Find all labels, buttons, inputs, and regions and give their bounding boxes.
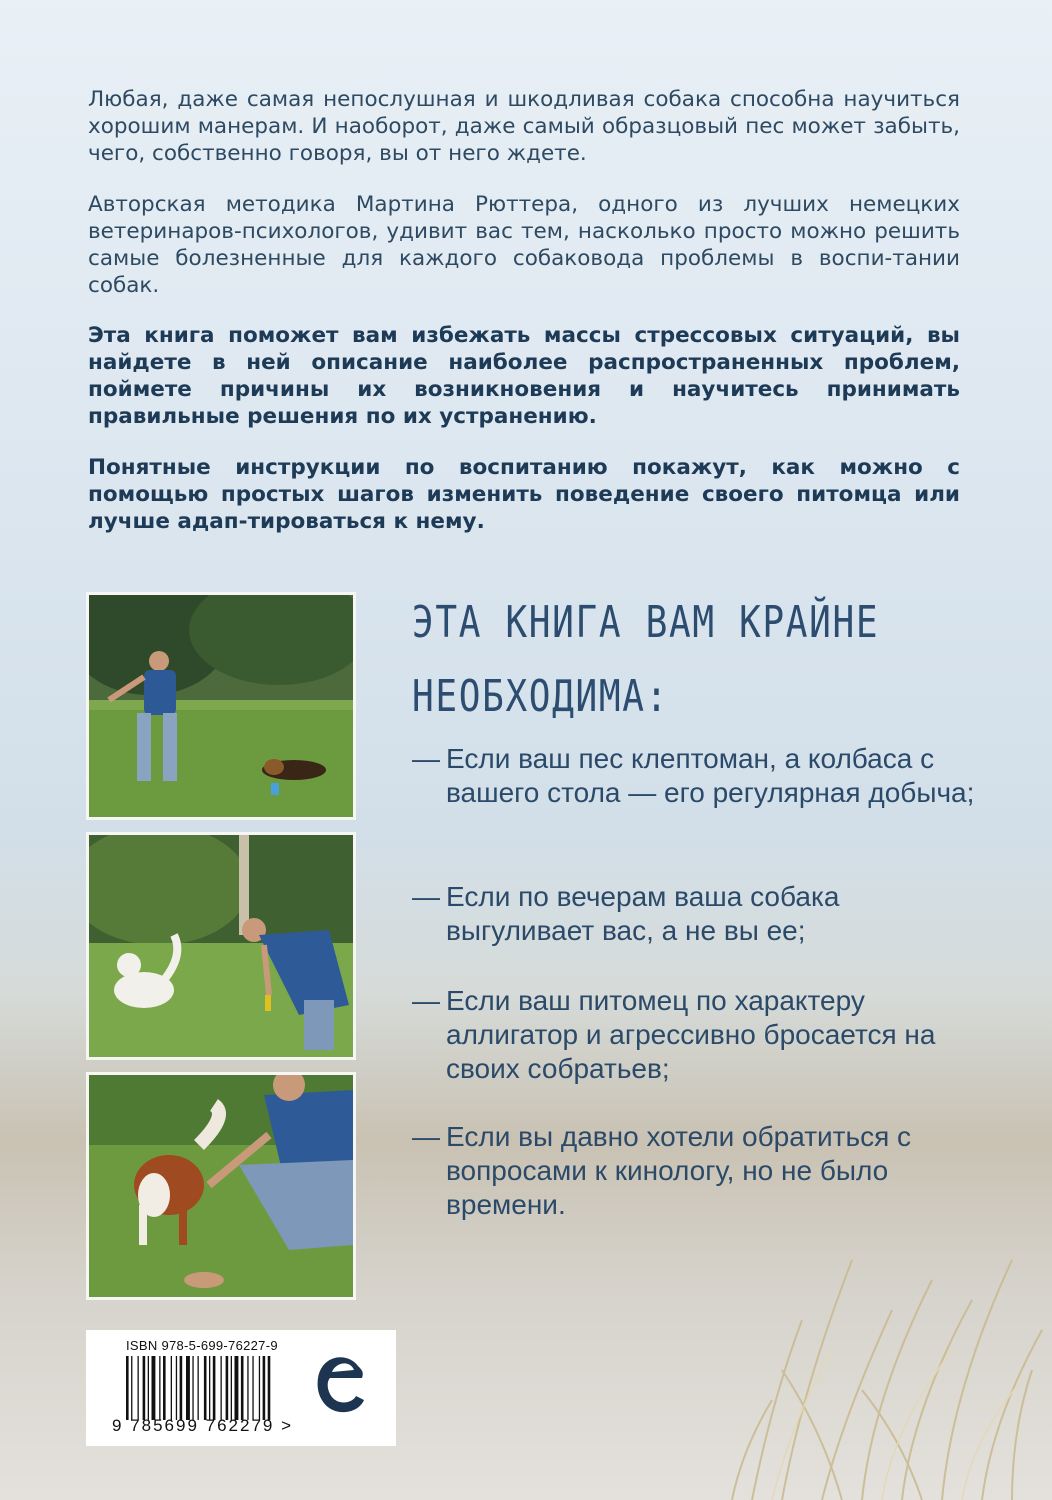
bullet-item-1 (412, 742, 992, 810)
barcode-bar (235, 1356, 239, 1420)
eksmo-logo-icon (312, 1348, 368, 1422)
barcode-bar (176, 1356, 177, 1420)
barcode-bar (143, 1356, 146, 1420)
barcode-bar (226, 1356, 229, 1420)
isbn-text: ISBN 978-5-699-76227-9 (126, 1338, 278, 1353)
barcode-bar (138, 1356, 139, 1420)
bullet-text: Если вы давно хотели обратиться с вопросами к кинологу, но не было времени. (446, 1121, 912, 1220)
barcode-bar (221, 1356, 222, 1420)
barcode-bar (198, 1356, 199, 1420)
barcode-bar (180, 1356, 183, 1420)
bullet-text: Если ваш питомец по характеру аллигатор и агрессивно бросается на своих собратьев; (446, 985, 936, 1084)
photo-2-illustration (89, 835, 353, 1057)
barcode-bar (148, 1356, 149, 1420)
barcode-bar (259, 1356, 260, 1420)
bullet-text: Если по вечерам ваша собака выгуливает вас, а не вы ее; (446, 881, 840, 946)
photo-1-illustration (89, 595, 353, 817)
barcode-bar (192, 1356, 193, 1420)
photo-man-throwing-toy (86, 592, 356, 820)
photo-3-illustration (89, 1075, 353, 1297)
barcode-bar (126, 1356, 129, 1420)
bullet-text: Если ваш пес клептоман, а колбаса с вашего стола — его регулярная добыча; (446, 743, 975, 808)
intro-paragraph-2: Авторская методика Мартина Рюттера, одного из лучших немецких ветеринаров-психологов, удивит вас тем, насколько просто можно решить самые болезненные для каждого собаковода проблемы в воспи-тании собак. (88, 192, 960, 298)
intro-paragraph-4: Понятные инструкции по воспитанию покажут, как можно с помощью простых шагов изменить поведение своего питомца или лучше адап-тироваться к нему. (88, 455, 960, 534)
barcode-bar (152, 1356, 156, 1420)
bullet-dash: — (412, 743, 440, 774)
photo-man-with-white-dog (86, 832, 356, 1060)
barcode-bar (231, 1356, 232, 1420)
barcode-bar (247, 1356, 248, 1420)
intro-paragraph-1: Любая, даже самая непослушная и шкодливая собака способна научиться хорошим манерам. И наоборот, даже самый образцовый пес может забыть, чего, собственно говоря, вы от него ждете. (88, 87, 960, 166)
barcode-bar (213, 1356, 216, 1420)
bullet-item-3 (412, 984, 992, 1086)
barcode-bar (186, 1356, 190, 1420)
barcode-bars (126, 1356, 316, 1420)
bullet-dash: — (412, 985, 440, 1016)
grass-decoration (712, 1200, 1052, 1500)
barcode-bar (241, 1356, 244, 1420)
barcode-bar (159, 1356, 160, 1420)
bullet-item-4 (412, 1120, 992, 1222)
barcode-bar (252, 1356, 253, 1420)
barcode-bar (171, 1356, 172, 1420)
headline-line-2: НЕОБХОДИМА: (412, 671, 669, 722)
bullet-dash: — (412, 881, 440, 912)
barcode-bar (263, 1356, 266, 1420)
barcode-bar (131, 1356, 132, 1420)
photo-man-with-spaniel (86, 1072, 356, 1300)
bullet-item-2 (412, 880, 992, 948)
barcode-bar (204, 1356, 207, 1420)
barcode-bar (163, 1356, 166, 1420)
headline-line-1: ЭТА КНИГА ВАМ КРАЙНЕ (412, 597, 880, 648)
barcode-bar (209, 1356, 210, 1420)
intro-paragraph-3: Эта книга поможет вам избежать массы стрессовых ситуаций, вы найдете в ней описание наиболее распространенных проблем, поймете причины их возникновения и научитесь принимать правильные решения по их устранению. (88, 323, 960, 429)
barcode-digits: 9 785699 762279 > (112, 1416, 294, 1435)
barcode-bar (268, 1356, 271, 1420)
bullet-dash: — (412, 1121, 440, 1152)
